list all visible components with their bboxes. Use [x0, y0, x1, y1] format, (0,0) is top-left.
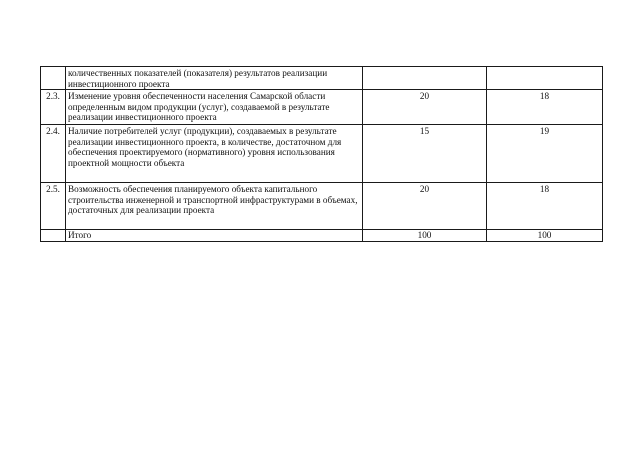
total-row	[41, 230, 603, 242]
total-score-column-1: 100	[363, 230, 487, 242]
criterion-text: Наличие потребителей услуг (продукции), создаваемых в результате реализации инвестиционного проекта, в количестве, достаточном для обеспечения проектируемого (нормативного) уровня использования проектной мощности объекта	[66, 125, 363, 183]
criterion-text: Возможность обеспечения планируемого объекта капитального строительства инженерной и транспортной инфраструктурами в объемах, достаточных для реализации проекта	[66, 183, 363, 230]
criterion-text: количественных показателей (показателя) результатов реализации инвестиционного проекта	[66, 67, 363, 90]
score-column-1: 15	[363, 125, 487, 183]
total-score-column-2: 100	[487, 230, 603, 242]
score-column-1: 20	[363, 90, 487, 125]
score-column-1: 20	[363, 183, 487, 230]
table-row	[41, 125, 603, 183]
row-number: 2.4.	[41, 125, 66, 183]
total-label: Итого	[66, 230, 363, 242]
row-number: 2.5.	[41, 183, 66, 230]
row-number: 2.3.	[41, 90, 66, 125]
table-row	[41, 183, 603, 230]
criteria-table	[40, 66, 603, 242]
row-number	[41, 230, 66, 242]
table-row	[41, 90, 603, 125]
score-column-1	[363, 67, 487, 90]
score-column-2: 19	[487, 125, 603, 183]
row-number	[41, 67, 66, 90]
table-row	[41, 67, 603, 90]
criterion-text: Изменение уровня обеспеченности населения Самарской области определенным видом продукции (услуг), создаваемой в результате реализации инвестиционного проекта	[66, 90, 363, 125]
score-column-2: 18	[487, 183, 603, 230]
score-column-2	[487, 67, 603, 90]
score-column-2: 18	[487, 90, 603, 125]
